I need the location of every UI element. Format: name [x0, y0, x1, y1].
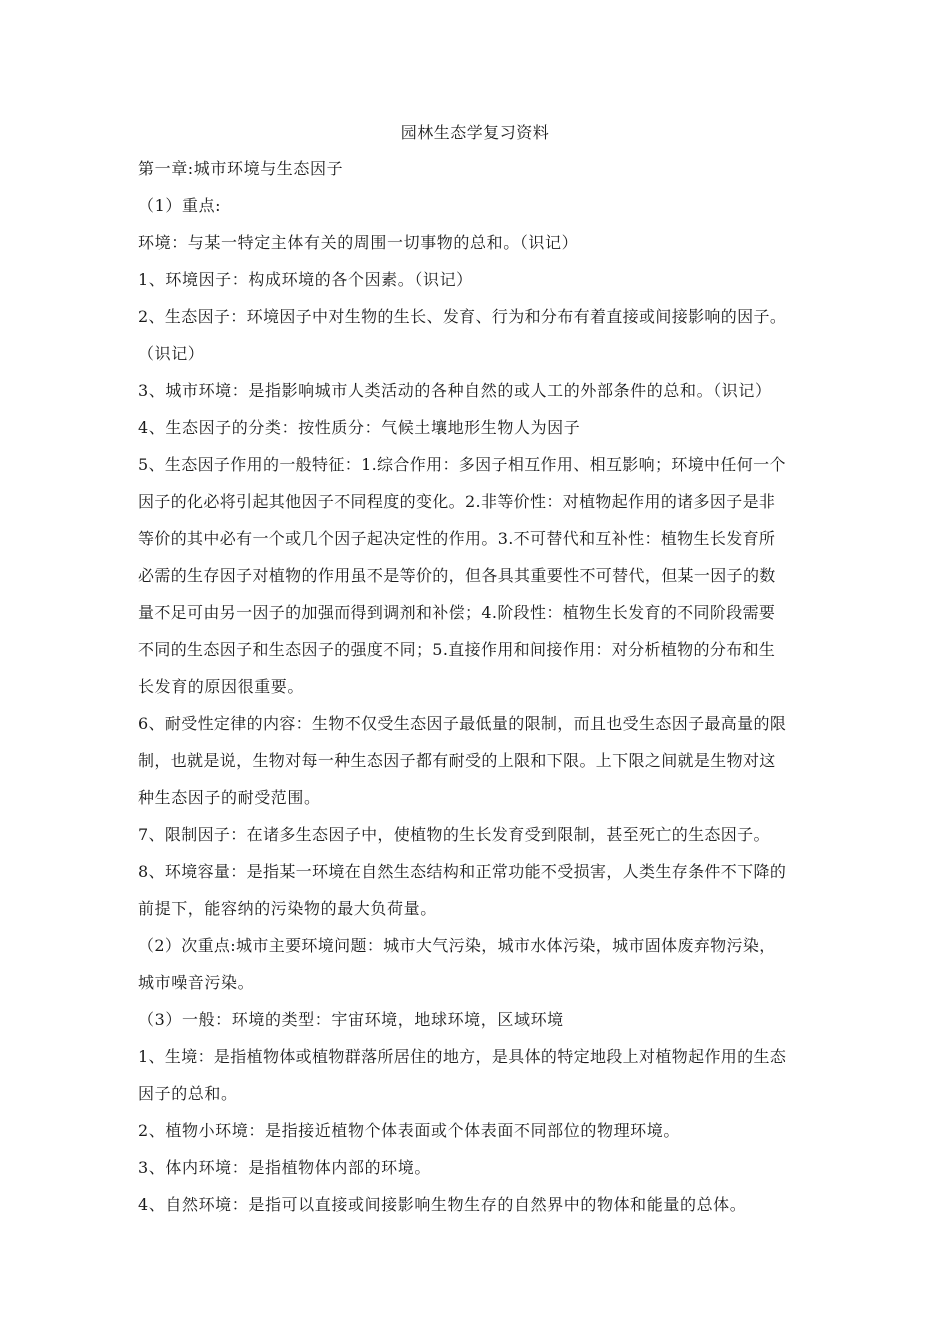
- paragraph-line: 不同的生态因子和生态因子的强度不同；5.直接作用和间接作用：对分析植物的分布和生: [138, 640, 776, 659]
- document-body: [138, 150, 814, 1223]
- paragraph-line: 1、环境因子：构成环境的各个因素。（识记）: [138, 270, 473, 289]
- chapter-heading: 第一章:城市环境与生态因子: [138, 159, 344, 178]
- paragraph-line: 环境：与某一特定主体有关的周围一切事物的总和。（识记）: [138, 233, 579, 252]
- paragraph-line: 等价的其中必有一个或几个因子起决定性的作用。3.不可替代和互补性：植物生长发育所: [138, 529, 776, 548]
- paragraph-line: 8、环境容量：是指某一环境在自然生态结构和正常功能不受损害，人类生存条件不下降的: [138, 862, 787, 881]
- paragraph-line: 因子的总和。: [138, 1084, 238, 1103]
- paragraph-line: 制，也就是说，生物对每一种生态因子都有耐受的上限和下限。上下限之间就是生物对这: [138, 751, 776, 770]
- paragraph-line: （识记）: [138, 344, 205, 363]
- paragraph-line: 城市噪音污染。: [138, 973, 255, 992]
- section-heading-general: （3）一般：环境的类型：宇宙环境，地球环境，区域环境: [138, 1010, 564, 1029]
- document-title: 园林生态学复习资料: [400, 123, 550, 142]
- paragraph-line: 4、生态因子的分类：按性质分：气候土壤地形生物人为因子: [138, 418, 581, 437]
- paragraph-line: 因子的化必将引起其他因子不同程度的变化。2.非等价性：对植物起作用的诸多因子是非: [138, 492, 776, 511]
- paragraph-line: 必需的生存因子对植物的作用虽不是等价的，但各具其重要性不可替代，但某一因子的数: [138, 566, 776, 585]
- paragraph-line: 6、耐受性定律的内容：生物不仅受生态因子最低量的限制，而且也受生态因子最高量的限: [138, 714, 787, 733]
- paragraph-line: 2、植物小环境：是指接近植物个体表面或个体表面不同部位的物理环境。: [138, 1121, 680, 1140]
- section-heading-secondary: （2）次重点:城市主要环境问题：城市大气污染，城市水体污染，城市固体废弃物污染，: [138, 936, 776, 955]
- paragraph-line: 1、生境：是指植物体或植物群落所居住的地方，是具体的特定地段上对植物起作用的生态: [138, 1047, 787, 1066]
- paragraph-line: 长发育的原因很重要。: [138, 677, 305, 696]
- paragraph-line: 前提下，能容纳的污染物的最大负荷量。: [138, 899, 437, 918]
- section-heading-key-points: （1）重点:: [138, 196, 222, 215]
- paragraph-line: 量不足可由另一因子的加强而得到调剂和补偿；4.阶段性：植物生长发育的不同阶段需要: [138, 603, 776, 622]
- paragraph-line: 3、体内环境：是指植物体内部的环境。: [138, 1158, 431, 1177]
- paragraph-line: 4、自然环境：是指可以直接或间接影响生物生存的自然界中的物体和能量的总体。: [138, 1195, 747, 1214]
- paragraph-line: 3、城市环境：是指影响城市人类活动的各种自然的或人工的外部条件的总和。（识记）: [138, 381, 772, 400]
- paragraph-line: 5、生态因子作用的一般特征：1.综合作用：多因子相互作用、相互影响；环境中任何一个: [138, 455, 786, 474]
- paragraph-line: 种生态因子的耐受范围。: [138, 788, 321, 807]
- paragraph-line: 2、生态因子：环境因子中对生物的生长、发育、行为和分布有着直接或间接影响的因子。: [138, 307, 787, 326]
- paragraph-line: 7、限制因子：在诸多生态因子中，使植物的生长发育受到限制，甚至死亡的生态因子。: [138, 825, 770, 844]
